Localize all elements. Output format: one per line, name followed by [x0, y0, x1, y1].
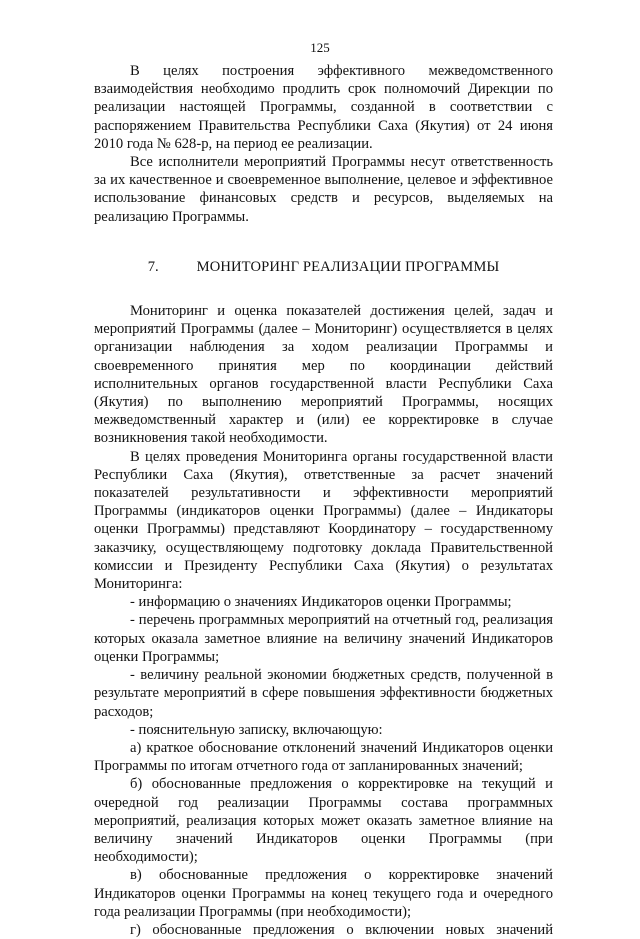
section-number: 7. [147, 258, 159, 275]
section-heading [94, 258, 553, 276]
paragraph-directorate: В целях построения эффективного межведомственного взаимодействия необходимо продлить срок полномочий Дирекции по реализации настоящей Программы, созданной в соответствии с распоряжением Правительства Республики Саха (Якутия) от 24 июня 2010 года № 628-р, на период ее реализации. [94, 63, 553, 152]
sub-item-a: а) краткое обоснование отклонений значений Индикаторов оценки Программы по итогам отчетного года от запланированных значений; [94, 739, 553, 775]
paragraph-monitoring-definition: Мониторинг и оценка показателей достижения целей, задач и мероприятий Программы (далее – Мониторинг) осуществляется в целях организации наблюдения за ходом реализации Программы и своевременного принятия мер по координации действий исполнительных органов государственной власти Республики Саха (Якутия) по выполнению мероприятий Программы, носящих межведомственный характер и (или) ее корректировке в случае возникновения такой необходимости. [94, 303, 553, 447]
sub-item-v: в) обоснованные предложения о корректировке значений Индикаторов оценки Программы на конец текущего года и очередного года реализации Программы (при необходимости); [94, 867, 553, 920]
document-body [94, 62, 553, 939]
paragraph-monitoring-procedure: В целях проведения Мониторинга органы государственной власти Республики Саха (Якутия), ответственные за расчет значений показателей результативности и эффективности мероприятий Программы (индикаторов оценки Программы) (далее – Индикаторы оценки Программы) представляют Координатору – государственному заказчику, осуществляющему подготовку доклада Правительственной комиссии и Президенту Республики Саха (Якутия) о результатах Мониторинга: [94, 448, 553, 593]
sub-item-g: г) обоснованные предложения о включении новых значений [130, 921, 553, 938]
page-number: 125 [310, 40, 330, 55]
list-item-indicator-values: - информацию о значениях Индикаторов оценки Программы; [130, 594, 512, 611]
list-item-program-measures: - перечень программных мероприятий на отчетный год, реализация которых оказала заметное влияние на величину значений Индикаторов оценки Программы; [94, 612, 553, 665]
sub-item-b: б) обоснованные предложения о корректировке на текущий и очередной год реализации Программы состава программных мероприятий, реализация которых может оказать заметное влияние на величину значений Индикаторов оценки Программы (при необходимости); [94, 776, 553, 866]
section-title: МОНИТОРИНГ РЕАЛИЗАЦИИ ПРОГРАММЫ [196, 258, 500, 275]
list-item-budget-savings: - величину реальной экономии бюджетных средств, полученной в результате мероприятий в сфере повышения эффективности бюджетных расходов; [94, 667, 553, 720]
paragraph-responsibility: Все исполнители мероприятий Программы несут ответственность за их качественное и своевременное выполнение, целевое и эффективное использование финансовых средств и ресурсов, выделяемых на реализацию Программы. [94, 154, 553, 225]
list-item-explanatory-note: - пояснительную записку, включающую: [130, 721, 383, 738]
